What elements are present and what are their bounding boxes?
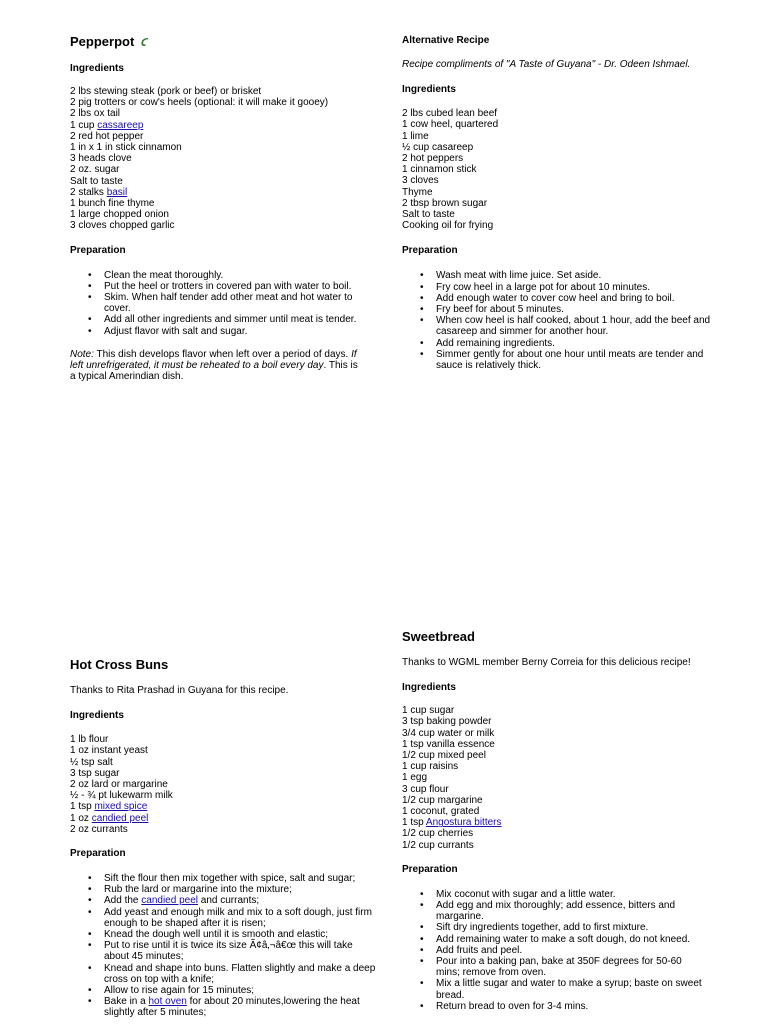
step-text: Add the (104, 895, 142, 907)
ingredient-line (402, 108, 712, 119)
step-text: Put to rise until it is twice its size Ã¢â‚¬â€œ this will take about 45 minutes; (104, 940, 353, 963)
ingredient-text: 3 cup flour (402, 783, 449, 795)
ingredient-text: 3 cloves (402, 175, 439, 187)
ingredient-line (402, 198, 712, 209)
pepperpot-title: Pepperpot (70, 34, 370, 50)
ingredient-text: 2 pig trotters or cow's heels (optional: it will make it gooey) (70, 97, 329, 109)
preparation-step (436, 956, 708, 978)
ingredient-text: 1 large chopped onion (70, 209, 169, 221)
ingredient-text: 2 hot peppers (402, 153, 464, 165)
ingredient-line (70, 86, 370, 97)
preparation-step (104, 907, 376, 929)
ingredient-text: 1/2 cup margarine (402, 794, 483, 806)
ingredient-line (70, 108, 370, 119)
pepperpot-note (70, 349, 365, 383)
ingredient-line (402, 728, 712, 739)
alternative-title: Alternative Recipe (402, 35, 490, 46)
ingredient-line (70, 757, 370, 768)
hotcross-ingredients-heading: Ingredients (70, 710, 124, 722)
ingredient-line (70, 209, 370, 220)
ingredient-text: 1 lb flour (70, 734, 109, 746)
ingredient-text: 1 tsp (402, 817, 426, 829)
ingredient-text: 1 in x 1 in stick cinnamon (70, 142, 182, 154)
leaf-icon (140, 37, 150, 47)
ingredient-line (402, 705, 712, 716)
ingredient-text: 1 egg (402, 772, 428, 784)
ingredient-line (402, 784, 712, 795)
preparation-step (436, 282, 711, 293)
preparation-step (436, 293, 711, 304)
ingredient-text: 1 oz (70, 812, 92, 824)
ingredient-text: 2 lbs ox tail (70, 108, 121, 120)
ingredient-text: 1 oz instant yeast (70, 745, 148, 757)
preparation-step (436, 945, 708, 956)
ingredient-line (402, 153, 712, 164)
step-text: Return bread to oven for 3-4 mins. (436, 1000, 589, 1012)
ingredient-text: Salt to taste (402, 209, 455, 221)
sweetbread-title: Sweetbread (402, 629, 475, 644)
ingredient-text: 1/2 cup mixed peel (402, 750, 486, 762)
ingredient-text: 1 bunch fine thyme (70, 198, 155, 210)
step-text: Knead the dough well until it is smooth and elastic; (104, 929, 329, 941)
ingredient-text: 3 tsp sugar (70, 767, 120, 779)
hotcross-ingredients-list (70, 734, 370, 835)
step-text: Adjust flavor with salt and sugar. (104, 325, 248, 337)
ingredient-line (70, 198, 370, 209)
ingredient-line (70, 220, 370, 231)
step-text-end: and currants; (197, 895, 260, 907)
step-text: Add enough water to cover cow heel and bring to boil. (436, 292, 675, 304)
ingredient-line (402, 806, 712, 817)
preparation-step (104, 292, 379, 314)
ingredient-line (402, 187, 712, 198)
preparation-step (104, 895, 376, 906)
ingredient-text: 1/2 cup currants (402, 839, 474, 851)
ingredient-text: 1/2 cup cherries (402, 828, 474, 840)
ingredient-line (402, 164, 712, 175)
ingredient-text: 3/4 cup water or milk (402, 727, 495, 739)
alternative-recipe (402, 35, 712, 371)
preparation-step (436, 1001, 708, 1012)
ingredient-line (70, 734, 370, 745)
preparation-step (104, 314, 379, 325)
step-text: When cow heel is half cooked, about 1 hour, add the beef and casareep and simmer for another hour. (436, 315, 711, 338)
step-text: Wash meat with lime juice. Set aside. (436, 270, 602, 282)
ingredient-line (70, 164, 370, 175)
ingredient-text: Cooking oil for frying (402, 220, 494, 232)
ingredient-text: 1 tsp vanilla essence (402, 738, 495, 750)
ingredient-text: 2 oz lard or margarine (70, 779, 168, 791)
pepperpot-steps-list (70, 270, 379, 337)
note-label: Note: (70, 348, 94, 360)
ingredient-line (402, 750, 712, 761)
sweetbread-steps-list (402, 889, 708, 1012)
alternative-steps-list (402, 270, 711, 371)
alternative-ingredients-heading: Ingredients (402, 84, 456, 96)
sweetbread-preparation-heading: Preparation (402, 863, 458, 875)
hotcross-title: Hot Cross Buns (70, 657, 169, 672)
hot-cross-buns-recipe (70, 657, 376, 1019)
preparation-step (104, 996, 376, 1018)
preparation-step (436, 270, 711, 281)
pepperpot-ingredients-list (70, 86, 370, 232)
ingredient-text: 1 cup raisins (402, 761, 459, 773)
note-end: . This is a typical Amerindian dish. (70, 360, 358, 383)
ingredient-text: 2 oz. sugar (70, 164, 120, 176)
step-text: Sift the flour then mix together with spice, salt and sugar; (104, 873, 356, 885)
step-text: Fry cow heel in a large pot for about 10 minutes. (436, 281, 651, 293)
step-text: Put the heel or trotters in covered pan with water to boil. (104, 280, 352, 292)
ingredient-text: 1 cup sugar (402, 705, 455, 717)
pepperpot-ingredients-heading: Ingredients (70, 63, 124, 74)
hotcross-steps-list (70, 873, 376, 1019)
step-text-end: for about 20 minutes,lowering the heat slightly after 5 minutes; (104, 996, 360, 1019)
ingredient-line (70, 97, 370, 108)
ingredient-link[interactable]: candied peel (91, 812, 149, 824)
ingredient-text: Salt to taste (70, 175, 123, 187)
ingredient-text: 1 lime (402, 130, 429, 142)
step-text: Rub the lard or margarine into the mixture; (104, 884, 292, 896)
step-text: Knead and shape into buns. Flatten slightly and make a deep cross on top with a knife; (104, 962, 376, 985)
ingredient-line (402, 131, 712, 142)
pepperpot-recipe (70, 34, 370, 382)
ingredient-link[interactable]: cassareep (97, 119, 144, 131)
step-text: Simmer gently for about one hour until meats are tender and sauce is relatively thick. (436, 348, 704, 372)
preparation-step (104, 281, 379, 292)
ingredient-line (402, 142, 712, 153)
note-text: This dish develops flavor when left over a period of days. (93, 348, 352, 360)
ingredient-text: 2 lbs stewing steak (pork or beef) or brisket (70, 86, 262, 97)
alternative-ingredients-list (402, 108, 712, 231)
ingredient-line (70, 142, 370, 153)
preparation-step (436, 900, 708, 922)
ingredient-text: 1 cow heel, quartered (402, 119, 499, 131)
sweetbread-credit: Thanks to WGML member Berny Correia for this delicious recipe! (402, 657, 691, 668)
step-link[interactable]: candied peel (141, 895, 198, 907)
ingredient-text: 3 cloves chopped garlic (70, 220, 175, 232)
ingredient-line (402, 716, 712, 727)
ingredient-line (402, 761, 712, 772)
preparation-step (436, 338, 711, 349)
step-link[interactable]: hot oven (148, 996, 187, 1008)
step-text: Bake in a (104, 996, 149, 1008)
ingredient-line (402, 795, 712, 806)
preparation-step (104, 940, 376, 962)
ingredient-link[interactable]: mixed spice (94, 801, 148, 813)
ingredient-text: 1 cup (70, 119, 98, 131)
step-text: Add egg and mix thoroughly; add essence, bitters and margarine. (436, 900, 676, 923)
ingredient-line (402, 220, 712, 231)
ingredient-link[interactable]: Angostura bitters (425, 817, 502, 829)
ingredient-text: 3 heads clove (70, 153, 132, 165)
ingredient-text: 2 tbsp brown sugar (402, 197, 488, 209)
step-text: Fry beef for about 5 minutes. (436, 304, 564, 316)
ingredient-text: ½ tsp salt (70, 756, 113, 768)
hotcross-preparation-heading: Preparation (70, 848, 126, 860)
preparation-step (436, 934, 708, 945)
alternative-credit: Recipe compliments of "A Taste of Guyana" - Dr. Odeen Ishmael. (402, 59, 691, 70)
ingredient-line (70, 768, 370, 779)
ingredient-text: 2 stalks (70, 186, 107, 198)
ingredient-line (402, 840, 712, 851)
preparation-step (436, 978, 708, 1000)
step-text: Skim. When half tender add other meat and hot water to cover. (104, 292, 353, 315)
note-italic: If left unrefrigerated, it must be reheated to a boil every day (70, 348, 357, 372)
ingredient-text: 1 cinnamon stick (402, 164, 477, 176)
sweetbread-ingredients-list (402, 705, 712, 851)
hotcross-credit: Thanks to Rita Prashad in Guyana for this recipe. (70, 685, 289, 696)
sweetbread-recipe (402, 629, 712, 1012)
ingredient-line (70, 187, 370, 198)
step-text: Pour into a baking pan, bake at 350F degrees for 50-60 mins; remove from oven. (436, 956, 682, 979)
ingredient-text: ½ cup casareep (402, 141, 474, 153)
preparation-step (104, 884, 376, 895)
ingredient-line (70, 779, 370, 790)
step-text: Mix a little sugar and water to make a syrup; baste on sweet bread. (436, 978, 702, 1001)
step-text: Add fruits and peel. (436, 944, 523, 956)
step-text: Add all other ingredients and simmer until meat is tender. (104, 314, 357, 326)
ingredient-text: Thyme (402, 186, 433, 198)
preparation-step (436, 315, 711, 337)
step-text: Sift dry ingredients together, add to first mixture. (436, 922, 649, 934)
ingredient-line (402, 817, 712, 828)
ingredient-text: 3 tsp baking powder (402, 716, 492, 728)
ingredient-line (70, 824, 370, 835)
preparation-step (104, 929, 376, 940)
ingredient-line (402, 828, 712, 839)
preparation-step (104, 326, 379, 337)
ingredient-text: 1 coconut, grated (402, 806, 480, 818)
ingredient-line (70, 813, 370, 824)
ingredient-line (402, 209, 712, 220)
ingredient-text: ½ - ¾ pt lukewarm milk (70, 790, 173, 802)
step-text: Add yeast and enough milk and mix to a soft dough, just firm enough to be shaped after it is risen; (104, 906, 372, 929)
pepperpot-preparation-heading: Preparation (70, 244, 126, 256)
ingredient-text: 1 tsp (70, 801, 95, 813)
step-text: Clean the meat thoroughly. (104, 269, 224, 281)
alternative-preparation-heading: Preparation (402, 245, 458, 257)
preparation-step (436, 922, 708, 933)
preparation-step (436, 889, 708, 900)
preparation-step (436, 304, 711, 315)
ingredient-line (70, 153, 370, 164)
ingredient-line (70, 745, 370, 756)
preparation-step (436, 349, 711, 371)
sweetbread-ingredients-heading: Ingredients (402, 682, 456, 694)
ingredient-line (70, 801, 370, 812)
ingredient-line (402, 772, 712, 783)
ingredient-line (402, 119, 712, 130)
ingredient-line (70, 176, 370, 187)
ingredient-link[interactable]: basil (106, 186, 128, 198)
step-text: Allow to rise again for 15 minutes; (104, 985, 255, 997)
step-text: Mix coconut with sugar and a little water. (436, 888, 616, 900)
preparation-step (104, 963, 376, 985)
ingredient-line (70, 120, 370, 131)
ingredient-text: 2 red hot pepper (70, 130, 144, 142)
ingredient-line (402, 739, 712, 750)
preparation-step (104, 985, 376, 996)
ingredient-text: 2 oz currants (70, 823, 128, 835)
preparation-step (104, 873, 376, 884)
ingredient-text: 2 lbs cubed lean beef (402, 108, 498, 120)
ingredient-line (70, 790, 370, 801)
ingredient-line (70, 131, 370, 142)
preparation-step (104, 270, 379, 281)
ingredient-line (402, 175, 712, 186)
step-text: Add remaining ingredients. (436, 337, 555, 349)
step-text: Add remaining water to make a soft dough, do not kneed. (436, 933, 691, 945)
